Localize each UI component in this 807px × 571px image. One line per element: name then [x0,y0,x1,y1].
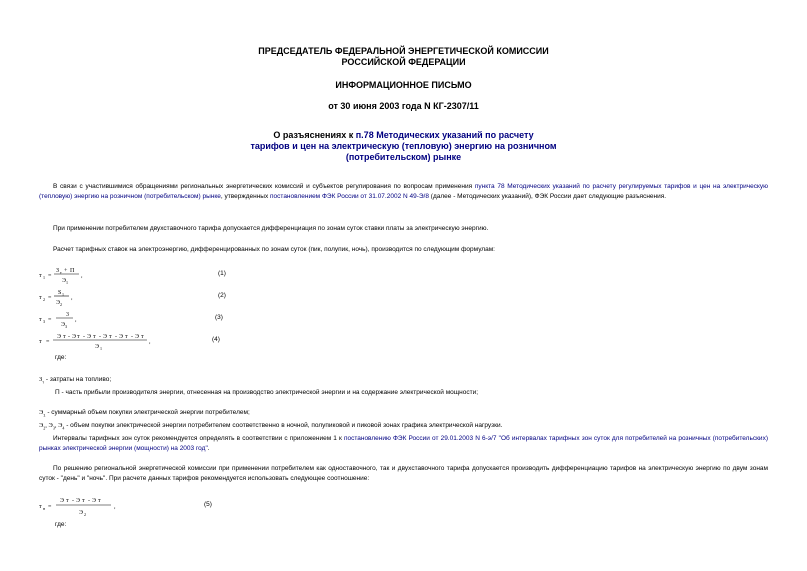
definition-fuel-costs [39,375,111,386]
svg-text:т: т [60,270,62,275]
svg-text:=: = [48,317,52,323]
svg-text:1: 1 [62,292,64,297]
formula-3-image [39,308,84,332]
definition-profit: П - часть прибыли производителя энергии, отнесенная на производство электрической энергии и на содержание электрической мощности; [55,389,479,396]
svg-text:Э: Э [87,334,91,340]
svg-text:Э: Э [79,510,83,516]
svg-text:т: т [66,498,69,504]
paragraph-4 [39,434,768,454]
link-resolution-49[interactable]: постановлением ФЭК России от 31.07.2002 N 49-Э/8 [270,193,429,200]
svg-text:т: т [93,334,96,340]
document-type: ИНФОРМАЦИОННОЕ ПИСЬМО [335,80,472,90]
svg-text:1: 1 [43,275,45,280]
link-methodical-instructions[interactable]: пункта 78 Методических указаний по расчету регулируемых тарифов и цен на электрическую (тепловую) энергию на розничном (потребительском) рынке [39,183,768,200]
p4-text-a: Интервалы тарифных зон суток рекомендуется определять в соответствии с приложением 1 к [53,435,344,442]
svg-text:Э: Э [56,300,60,306]
svg-text:т: т [109,334,112,340]
equation-number-5: (5) [204,501,212,508]
equation-number-4: (4) [212,336,220,343]
svg-text:т: т [82,498,85,504]
subject-line-2: тарифов и цен на электрическую (тепловую) энергию на розничном [250,141,557,151]
svg-text:3: 3 [65,324,67,329]
equation-number-3: (3) [215,314,223,321]
subject-prefix: О разъяснениях к [273,130,356,140]
svg-text:-: - [83,334,85,340]
svg-text:т: т [39,339,42,345]
svg-text:1: 1 [100,346,102,351]
document-date-number: от 30 июня 2003 года N КГ-2307/11 [328,101,479,111]
definition-zone-volumes [39,421,502,432]
svg-text:Э: Э [57,334,61,340]
link-resolution-6[interactable]: постановлению ФЭК России от 29.01.2003 N 6-э/7 [343,435,497,442]
svg-text:Э: Э [72,334,76,340]
svg-text:Э: Э [135,334,139,340]
paragraph-1 [39,182,768,202]
svg-text:Э: Э [62,278,66,284]
svg-text:-: - [68,334,70,340]
svg-text:Э: Э [61,322,65,328]
svg-text:,: , [75,317,77,323]
svg-text:,: , [149,339,151,345]
svg-text:-: - [131,334,133,340]
svg-text:=: = [46,339,50,345]
svg-text:Э: Э [92,498,96,504]
formula-1-image [39,264,99,286]
p1-text-b: , утвержденных [220,193,271,200]
svg-text:,: , [81,273,83,279]
svg-text:2: 2 [60,302,62,307]
subject-line-3: (потребительском) рынке [345,152,462,162]
svg-text:-: - [72,498,74,504]
subject-link[interactable]: п.78 Методических указаний по расчету [355,130,534,140]
paragraph-3: Расчет тарифных ставок на электроэнергию, дифференцированных по зонам суток (пик, полупик, ночь), производится по следующим формулам: [53,246,495,253]
svg-text:П: П [70,268,75,274]
svg-text:2: 2 [43,297,45,302]
svg-text:3: 3 [66,312,69,318]
svg-text:т: т [39,273,42,279]
svg-text:т: т [98,498,101,504]
symbol-e-subscript: 1 [43,412,46,418]
svg-text:т: т [63,334,66,340]
svg-text:т: т [39,504,42,510]
svg-text:З: З [56,268,60,274]
svg-text:т: т [39,295,42,301]
link-tariff-zones-title[interactable]: "Об интервалах тарифных зон суток для потребителей на розничных (потребительских) рынках электрической энергии (мощности) на 2003 год" [39,435,768,452]
symbol-z: З [39,376,43,383]
symbol-z-subscript: т [42,379,45,385]
svg-text:Э: Э [60,498,64,504]
svg-text:т: т [125,334,128,340]
definition-total-volume [39,408,250,419]
svg-text:т: т [141,334,144,340]
p1-text-c: (далее - Методических указаний), ФЭК России дает следующие разъяснения. [428,193,667,200]
symbol-e-zones: $Э_2$, $Э_3$, $Э_4$ [39,422,65,431]
svg-text:Э: Э [119,334,123,340]
definition-zone-volumes-text: - объем покупки электрической энергии потребителем соответственно в ночной, полупиковой и пиковой зонах графика электрической нагрузки. [64,422,503,429]
equation-number-2: (2) [218,292,226,299]
equation-number-1: (1) [218,270,226,277]
svg-text:н: н [43,506,46,511]
svg-text:+: + [64,268,68,274]
p4-text-c: . [207,445,210,452]
svg-text:=: = [48,504,52,510]
svg-text:Э: Э [76,498,80,504]
issuer-country: РОССИЙСКОЙ ФЕДЕРАЦИИ [341,57,466,67]
where-label-1: где: [55,354,67,361]
paragraph-5: По решению региональной энергетической комиссии при применении потребителем как одноставочного, так и двухставочного тарифа допускается производить дифференциацию тарифов на электрическую энергию по двум зонам суток - "день" и "ночь". При расчете данных тарифов рекомендуется использовать следующее соотношение: [39,465,768,482]
svg-text:3: 3 [43,319,45,324]
definition-fuel-text: - затраты на топливо; [44,376,112,383]
where-label-2: где: [55,521,67,528]
svg-text:=: = [48,295,52,301]
formula-4-image [39,330,154,352]
definition-total-volume-text: - суммарный объем покупки электрической энергии потребителем; [45,409,250,416]
formula-2-image [39,286,79,308]
svg-text:Э: Э [95,344,99,350]
paragraph-2: При применении потребителем двухставочного тарифа допускается дифференциация по зонам суток ставки платы за электрическую энергию. [53,225,489,232]
svg-text:S: S [58,290,62,296]
svg-text:-: - [99,334,101,340]
svg-text:,: , [71,295,73,301]
svg-text:1: 1 [66,280,68,285]
svg-text:2: 2 [84,512,86,517]
svg-text:т: т [77,334,80,340]
symbol-e: Э [39,409,44,416]
svg-text:=: = [48,273,52,279]
svg-text:т: т [39,317,42,323]
issuer-title: ПРЕДСЕДАТЕЛЬ ФЕДЕРАЛЬНОЙ ЭНЕРГЕТИЧЕСКОЙ КОМИССИИ [258,46,549,56]
svg-text:Э: Э [103,334,107,340]
svg-text:-: - [115,334,117,340]
svg-text:,: , [114,504,116,510]
subject-line-1 [0,130,807,141]
p1-text-a: В связи с участившимися обращениями региональных энергетических комиссий и субъектов регулирования по вопросам применения [53,183,475,190]
formula-5-image [39,494,119,518]
svg-text:-: - [88,498,90,504]
